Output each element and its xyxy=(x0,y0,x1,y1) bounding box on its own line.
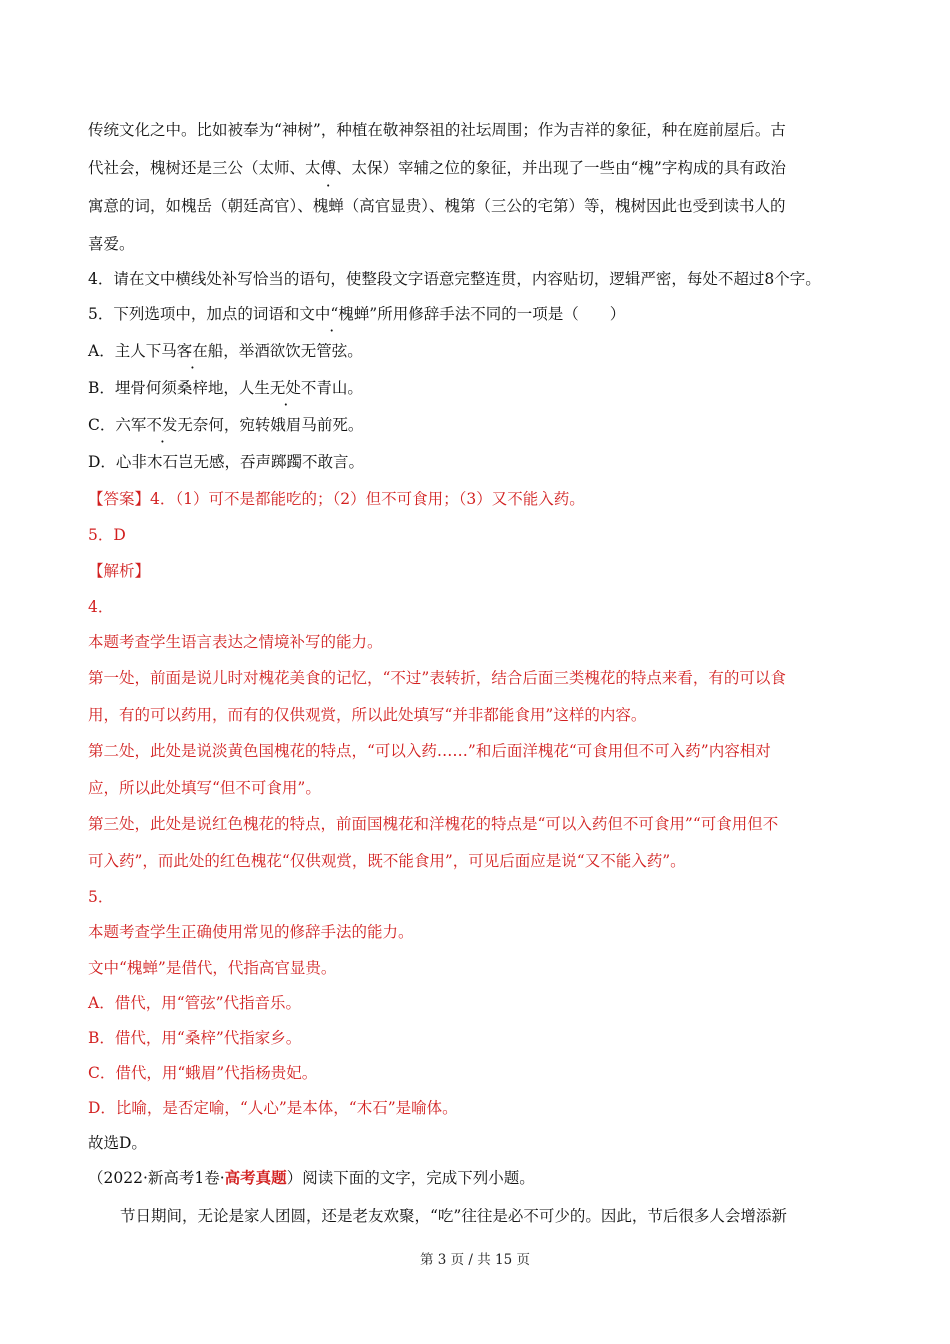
option-c-text: C．六军不发无奈何，宛转 xyxy=(88,416,271,434)
source-highlight: 高考真题 xyxy=(224,1168,287,1187)
option-b-emphasized: 桑梓 xyxy=(176,379,208,397)
analysis-q5-option-a: A．借代，用“管弦”代指音乐。 xyxy=(88,994,302,1012)
option-a-text: A．主人下马客在船，举酒欲饮无 xyxy=(88,342,317,360)
source-suffix: ）阅读下面的文字，完成下列小题。 xyxy=(286,1169,535,1187)
analysis-q4-second-b: 应，所以此处填写“但不可食用”。 xyxy=(88,779,321,797)
analysis-conclusion: 故选D。 xyxy=(88,1134,147,1152)
option-c-end: 马前死。 xyxy=(301,416,364,434)
analysis-q4-first-a: 第一处，前面是说儿时对槐花美食的记忆，“不过”表转折，结合后面三类槐花的特点来看，有的可以食 xyxy=(88,669,786,687)
next-passage-source xyxy=(88,1166,535,1188)
emphasized-term: 槐蝉 xyxy=(312,197,344,215)
passage-line-4: 喜爱。 xyxy=(88,235,135,253)
option-b-text: B．埋骨何须 xyxy=(88,379,177,397)
analysis-q4-second-a: 第二处，此处是说淡黄色国槐花的特点，“可以入药……”和后面洋槐花“可食用但不可入药”内容相对 xyxy=(88,742,771,760)
passage-line-1: 传统文化之中。比如被奉为“神树”，种植在敬神祭祖的社坛周围；作为吉祥的象征，种在庭前屋后。古 xyxy=(88,121,786,139)
analysis-q5-option-c: C．借代，用“蛾眉”代指杨贵妃。 xyxy=(88,1064,318,1082)
option-b-end: 地，人生无处不青山。 xyxy=(207,379,363,397)
page-footer: 第 3 页 / 共 15 页 xyxy=(419,1252,531,1268)
option-a-emphasized: 管弦 xyxy=(316,342,348,360)
analysis-q4-third-b: 可入药”，而此处的红色槐花“仅供观赏，既不能食用”，可见后面应是说“又不能入药”。 xyxy=(88,852,686,870)
analysis-q5-option-b: B．借代，用“桑梓”代指家乡。 xyxy=(88,1029,302,1047)
option-a xyxy=(88,339,363,361)
analysis-q5-option-d: D．比喻，是否定喻，“人心”是本体，“木石”是喻体。 xyxy=(88,1099,458,1117)
option-d xyxy=(88,450,364,472)
passage-line-2: 代社会，槐树还是三公（太师、太傅、太保）宰辅之位的象征，并出现了一些由“槐”字构成的具有政治 xyxy=(88,159,786,177)
analysis-q4-intro: 本题考查学生语言表达之情境补写的能力。 xyxy=(88,633,383,651)
question-5: 5．下列选项中，加点的词语和文中“槐蝉”所用修辞手法不同的一项是（ ） xyxy=(88,305,626,323)
answer-label: 【答案】 xyxy=(88,490,151,508)
option-a-end: 。 xyxy=(347,342,363,360)
option-b xyxy=(88,376,363,398)
source-prefix: （2022·新高考1卷· xyxy=(88,1169,225,1187)
analysis-q5-main: 文中“槐蝉”是借代，代指高官显贵。 xyxy=(88,959,337,977)
passage-line-3-end: （高官显贵）、槐第（三公的宅第）等，槐树因此也受到读书人的 xyxy=(343,197,786,215)
analysis-q4-number: 4． xyxy=(88,598,114,616)
answer-line xyxy=(88,487,585,509)
analysis-q5-number: 5． xyxy=(88,888,114,906)
option-c-emphasized: 娥眉 xyxy=(270,416,302,434)
analysis-q4-third-a: 第三处，此处是说红色槐花的特点，前面国槐花和洋槐花的特点是“可以入药但不可食用”“可食用但不 xyxy=(88,815,779,833)
option-d-emphasized: 木石 xyxy=(146,453,178,471)
question-4: 4．请在文中横线处补写恰当的语句，使整段文字语意完整连贯，内容贴切，逻辑严密，每处不超过8个字。 xyxy=(88,270,821,288)
option-d-text: D．心非 xyxy=(88,453,147,471)
answer-q5: 5．D xyxy=(88,526,126,544)
next-passage-paragraph: 节日期间，无论是家人团圆，还是老友欢聚，“吃”往往是必不可少的。因此，节后很多人会增添新 xyxy=(120,1207,787,1225)
passage-line-3 xyxy=(88,194,786,216)
analysis-q5-intro: 本题考查学生正确使用常见的修辞手法的能力。 xyxy=(88,923,414,941)
analysis-label: 【解析】 xyxy=(88,562,151,580)
analysis-q4-first-b: 用，有的可以药用，而有的仅供观赏，所以此处填写“并非都能食用”这样的内容。 xyxy=(88,706,647,724)
answer-text: 4．（1）可不是都能吃的；（2）但不可食用；（3）又不能入药。 xyxy=(150,490,585,508)
option-d-end: 岂无感，吞声踯躅不敢言。 xyxy=(177,453,364,471)
option-c xyxy=(88,413,363,435)
passage-line-3-start: 寓意的词，如槐岳（朝廷高官）、 xyxy=(88,197,313,215)
